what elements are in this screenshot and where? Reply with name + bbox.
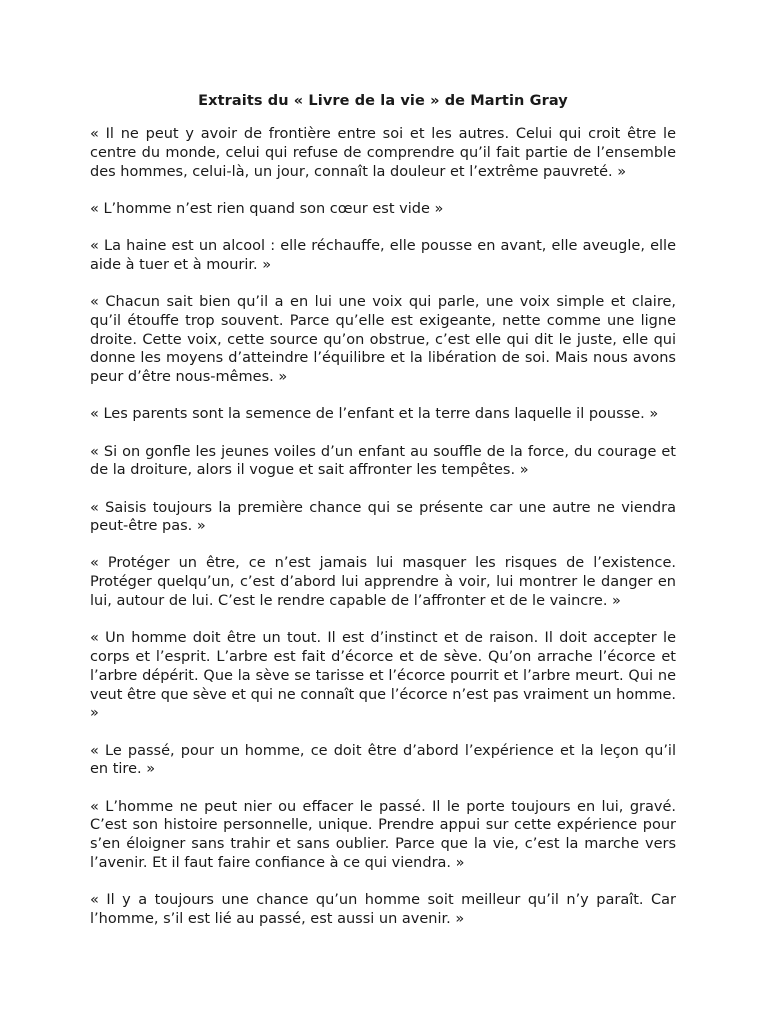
quote-paragraph: « Protéger un être, ce n’est jamais lui masquer les risques de l’existence. Protéger quelqu’un, c’est d’abord lui apprendre à voir, lui montrer le danger en lui, autour de lui. C’est le rendre capable de l’affronter et de le vaincre. » bbox=[90, 555, 676, 610]
quote-paragraph: « Chacun sait bien qu’il a en lui une voix qui parle, une voix simple et claire, qu’il étouffe trop souvent. Parce qu’elle est exigeante, nette comme une ligne droite. Cette voix, cette source qu’on obstrue, c’est elle qui dit le juste, elle qui donne les moyens d’atteindre l’équilibre et la libération de soi. Mais nous avons peur d’être nous-mêmes. » bbox=[90, 293, 676, 386]
quote-paragraph: « Il y a toujours une chance qu’un homme soit meilleur qu’il n’y paraît. Car l’homme, s’il est lié au passé, est aussi un avenir. » bbox=[90, 892, 676, 927]
quote-paragraph: « La haine est un alcool : elle réchauffe, elle pousse en avant, elle aveugle, elle aide à tuer et à mourir. » bbox=[90, 237, 676, 273]
quote-paragraph: « Saisis toujours la première chance qui se présente car une autre ne viendra peut-être pas. » bbox=[90, 499, 676, 535]
quote-paragraph: « Les parents sont la semence de l’enfant et la terre dans laquelle il pousse. » bbox=[90, 406, 659, 423]
document-page bbox=[90, 92, 676, 947]
quote-paragraph: « Si on gonfle les jeunes voiles d’un enfant au souffle de la force, du courage et de la droiture, alors il vogue et sait affronter les tempêtes. » bbox=[90, 443, 676, 479]
quote-paragraph: « L’homme ne peut nier ou effacer le passé. Il le porte toujours en lui, gravé. C’est son histoire personnelle, unique. Prendre appui sur cette expérience pour s’en éloigner sans trahir et sans oublier. Parce que la vie, c’est la marche vers l’avenir. Et il faut faire confiance à ce qui viendra. » bbox=[90, 798, 676, 872]
quote-paragraph: « L’homme n’est rien quand son cœur est vide » bbox=[90, 200, 444, 217]
quote-paragraph: « Un homme doit être un tout. Il est d’instinct et de raison. Il doit accepter le corps et l’esprit. L’arbre est fait d’écorce et de sève. Qu’on arrache l’écorce et l’arbre dépérit. Que la sève se tarisse et l’écorce pourrit et l’arbre meurt. Qui ne veut être que sève et qui ne connaît que l’écorce n’est pas vraiment un homme. » bbox=[90, 630, 676, 722]
quote-paragraph: « Le passé, pour un homme, ce doit être d’abord l’expérience et la leçon qu’il en tire. » bbox=[90, 742, 676, 778]
document-title: Extraits du « Livre de la vie » de Martin Gray bbox=[198, 93, 568, 109]
quote-paragraph: « Il ne peut y avoir de frontière entre soi et les autres. Celui qui croit être le centre du monde, celui qui refuse de comprendre qu’il fait partie de l’ensemble des hommes, celui-là, un jour, connaît la douleur et l’extrême pauvreté. » bbox=[90, 126, 676, 180]
